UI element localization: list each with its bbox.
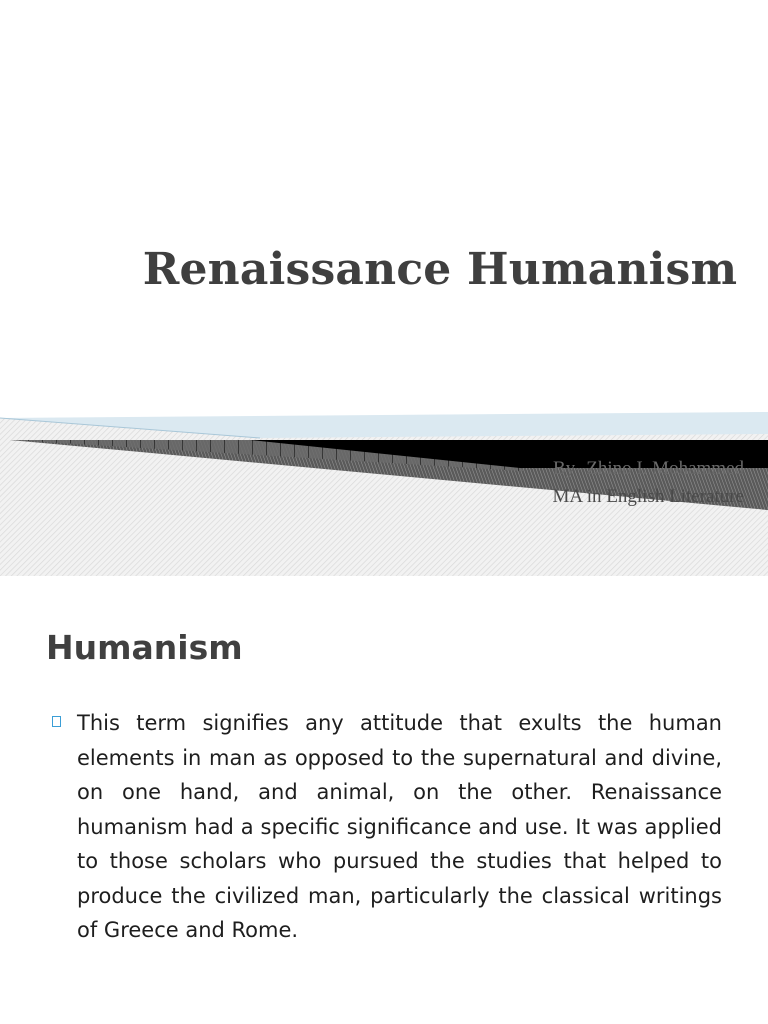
slide-title: Renaissance Humanism	[142, 244, 738, 295]
author-degree: MA in English Literature	[552, 486, 744, 507]
bullet-text: This term signifies any attitude that exults the human elements in man as opposed to the supernatural and divine, on one hand, and animal, on the other. Renaissance humanism had a specific significance and use. It was applied to those scholars who pursued the studies that helped to produce the civilized man, particularly the classical writings of Greece and Rome.	[77, 711, 722, 942]
author-name: By- Zhino I. Mohammed	[552, 458, 744, 479]
content-slide	[0, 576, 768, 1024]
author-block	[552, 455, 744, 511]
slide-heading: Humanism	[46, 628, 243, 667]
square-bullet-icon	[52, 716, 61, 727]
